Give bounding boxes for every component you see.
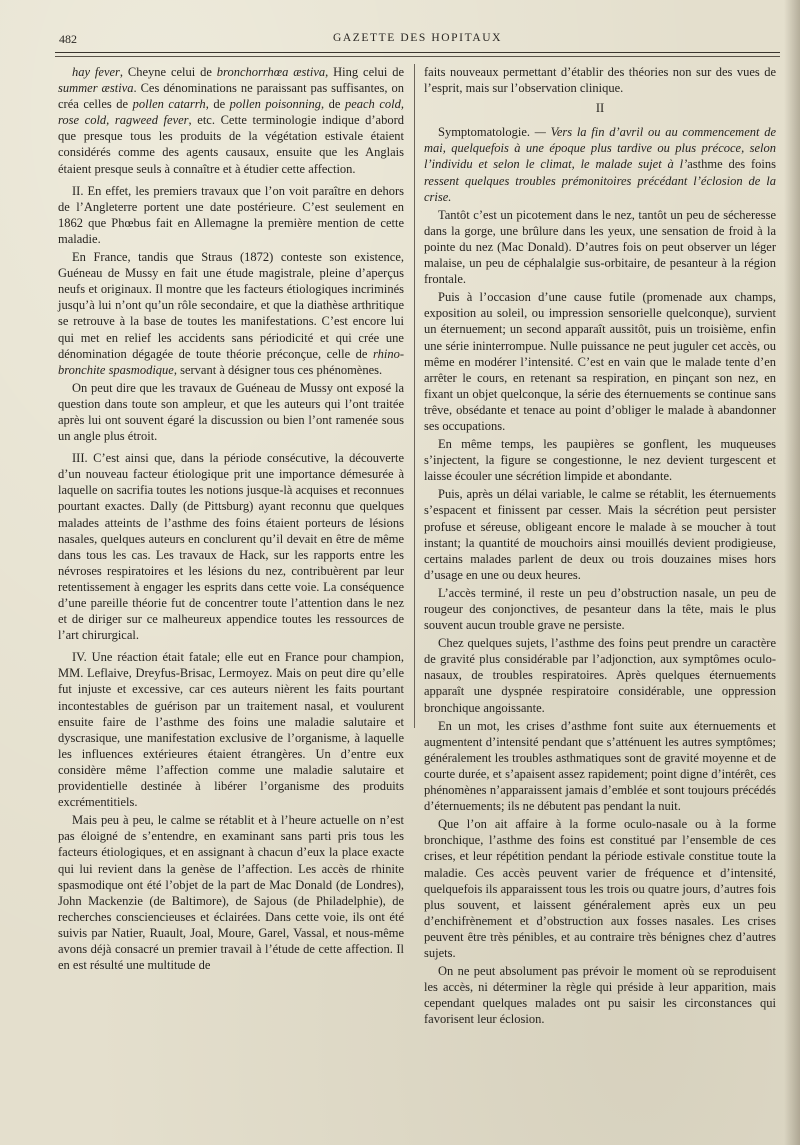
right-paragraph: [424, 585, 776, 633]
text-run: L’accès terminé, il reste un peu d’obstruction nasale, un peu de rougeur des conjonctives, de pesanteur dans la tête, mais le plus souvent aucun trouble grave ne persiste.: [424, 585, 776, 633]
text-run: On ne peut absolument pas prévoir le moment où se reproduisent les accès, ni déterminer la règle qui préside à leur apparition, mais cependant quelques malades ont pu saisir les circonstances qui favorisent leur éclosion.: [424, 964, 776, 1027]
text-run: , Hing celui de: [325, 65, 404, 79]
text-run: Symptomatologie.: [438, 125, 531, 140]
italic-term: — Vers la fin d’avril ou au commencement de mai, quelquefois à une époque plus tardive ou plus précoce, selon l’individu et selon le climat, le malade sujet à l’: [424, 125, 776, 172]
left-column: [58, 64, 405, 973]
italic-term: bronchorrhœa æstiva: [216, 65, 326, 79]
italic-term: rhino-bronchite spasmodique: [58, 346, 404, 377]
left-paragraph: [58, 450, 404, 643]
italic-term: summer æstiva: [58, 81, 134, 96]
text-run: Tantôt c’est un picotement dans le nez, tantôt un peu de sécheresse dans la gorge, une brûlure dans les yeux, une sensation de froid à la pointe du nez (Mac Donald). D’autres fois on peut observer un léger malaise, un peu de céphalalgie sus-orbitaire, de pesanteur à la région frontale.: [424, 207, 776, 287]
right-paragraph: [424, 436, 776, 484]
text-run: En même temps, les paupières se gonflent, les muqueuses s’injectent, la figure se congestionne, le nez devient turgescent et laisse écouler une sécrétion limpide et abondante.: [424, 437, 776, 484]
left-paragraph: [58, 649, 404, 810]
text-run: II. En effet, les premiers travaux que l’on voit paraître en dehors de l’Angleterre portent une date postérieure. C’est seulement en 1862 que Phœbus fait en Allemagne la première mention de cette maladie.: [58, 183, 404, 246]
italic-term: peach cold, rose cold, ragweed fever: [58, 97, 404, 128]
right-paragraph: [424, 207, 776, 287]
text-run: Puis à l’occasion d’une cause futile (promenade aux champs, exposition au soleil, ou impression sensorielle quelconque), survient un éternuement; un second apparaît aussitôt, puis un troisième, enfin une série ininterrompue. Nulle puissance ne peut juguler cet accès, ou même en modérer l’intensité. C’est en vain que le malade tente d’en arrêter le cours, en retenant sa respiration, en pinçant son nez, en fixant un objet quelconque, la série des éternuements se continue sans trêve, obsédante et tenace au point d’obliger le malade à abandonner ses occupations.: [424, 290, 776, 433]
text-run: Puis, après un délai variable, le calme se rétablit, les éternuements s’espacent et finissent par cesser. Mais la sécrétion peut persister profuse et séreuse, obligeant encore le malade à se moucher à tout instant; la quantité de mouchoirs ainsi mouillés devient prodigieuse, certains malades parlent de deux ou trois douzaines mises hors d’usage en une ou deux heures.: [424, 487, 776, 582]
text-run: Mais peu à peu, le calme se rétablit et à l’heure actuelle on n’est pas éloigné de s’entendre, en examinant sans parti pris tous les facteurs étiologiques, et en assignant à chacun d’eux la place exacte qui lui revient dans la genèse de l’affection. Les accès de rhinite spasmodique ont été l’objet de la part de Mac Donald (de Londres), John Mackenzie (de Baltimore), de Sajous (de Philadelphie), de recherches consciencieuses et éclairées. Dans cette voie, ils ont été suivis par Natier, Ruault, Joal, Moure, Garel, Vassal, et nous-même avons déjà consacré un premier travail à l’étude de cette affection. Il en est résulté une multitude de: [58, 813, 404, 973]
right-paragraph: [424, 718, 776, 815]
text-run: , de: [205, 97, 230, 112]
left-paragraph: [58, 64, 404, 177]
right-paragraph: [424, 635, 776, 715]
page-edge-shadow: [784, 0, 800, 1145]
right-paragraph: [424, 64, 776, 96]
left-paragraph: [58, 249, 404, 378]
text-run: , de: [320, 97, 345, 112]
text-run: Que l’on ait affaire à la forme oculo-nasale ou à la forme bronchique, l’asthme des foins est constitué par l’ensemble de ces crises, et leur répétition pendant la période estivale constitue toute la maladie. Ces accès peuvent varier de fréquence et d’intensité, quelquefois ils apparaissent tous les trois ou quatre jours, d’autres fois plus souvent, et laissent généralement après eux un peu d’enchifrènement et d’obstruction aux fosses nasales. Les crises peuvent être très pénibles, et au contraire très bénignes chez d’autres sujets.: [424, 817, 776, 960]
right-paragraph: [424, 816, 776, 961]
right-paragraph: [424, 963, 776, 1027]
header-rule-thin: [55, 56, 780, 57]
italic-term: pollen poisonning: [229, 97, 321, 112]
text-run: , servant à désigner tous ces phénomènes.: [173, 362, 383, 377]
right-paragraph: [424, 289, 776, 434]
right-column: [424, 64, 776, 1027]
text-run: En un mot, les crises d’asthme font suite aux éternuements et augmentent d’intensité pendant que s’atténuent les autres symptômes; généralement les troubles asthmatiques sont de gravité moyenne et de courte durée, et s’apaisent assez rapidement; point digne d’intérêt, ces phénomènes n’apparaissent jamais d’emblée et sont toujours précédés d’éternuements; ils ne débutent pas pendant la nuit.: [424, 718, 776, 814]
left-paragraph: [58, 183, 404, 247]
page-number: 482: [59, 32, 77, 46]
text-run: asthme des foins: [687, 157, 776, 172]
text-run: II: [595, 101, 605, 116]
right-paragraph: [424, 124, 776, 204]
text-run: III. C’est ainsi que, dans la période consécutive, la découverte d’un nouveau facteur étiologique prit une importance démesurée à laquelle on sacrifia toutes les notions jusque-là acquises et reconnues pourtant exactes. Dally (de Pittsburg) ayant reconnu que quelques malades atteints de l’asthme des foins étaient porteurs de lésions nasales, quelques auteurs en conclurent qu’il devait en être de même dans tous les cas. Les travaux de Hack, sur les rapports entre les névroses respiratoires et les lésions du nez, contribuèrent par leur retentissement à engager les esprits dans cette voie. La conséquence d’une pareille théorie fut de concentrer toute l’attention dans le nez et de diriger sur ce malheureux appendice toutes les ressources de l’art chirurgical.: [58, 451, 404, 643]
italic-term: pollen catarrh: [132, 97, 206, 112]
italic-term: ressent quelques troubles prémonitoires précédant l’éclosion de la crise.: [424, 173, 776, 204]
text-run: Chez quelques sujets, l’asthme des foins peut prendre un caractère de gravité plus considérable par l’adjonction, aux symptômes oculo-nasaux, de troubles respiratoires. Après quelques éternuements apparaît une dyspnée respiratoire considérable, une oppression bronchique angoissante.: [424, 636, 776, 715]
italic-term: hay fever: [72, 65, 120, 79]
running-header: [55, 30, 780, 50]
journal-title: GAZETTE DES HOPITAUX: [332, 32, 503, 44]
text-run: . Ces dénominations ne paraissant pas suffisantes, on créa celles de: [58, 81, 405, 112]
text-run: On peut dire que les travaux de Guéneau de Mussy ont exposé la question dans toute son ampleur, et que les auteurs qui l’ont traitée après lui ont souvent égaré la discussion ou bien l’ont ramenée sous un angle plus étroit.: [58, 380, 404, 444]
header-rule-thick: [55, 52, 780, 53]
text-run: faits nouveaux permettant d’établir des théories non sur des vues de l’esprit, mais sur l’observation clinique.: [424, 65, 776, 96]
text-run: En France, tandis que Straus (1872) conteste son existence, Guéneau de Mussy en fait une étude magistrale, pleine d’aperçus neufs et originaux. Il montre que les facteurs étiologiques incriminés jusqu’à lui n’ont qu’un rôle secondaire, et que la diathèse arthritique se retrouve à la base de toutes les manifestations. C’est encore lui qui met en relief les accidents sans périodicité et qui crée une dénomination dégagée de toute théorie préconçue, celle de: [58, 250, 404, 361]
right-paragraph: [424, 486, 776, 583]
left-paragraph: [58, 380, 404, 444]
text-run: IV. Une réaction était fatale; elle eut en France pour champion, MM. Leflaive, Dreyfus-Brisac, Lermoyez. Mais on peut dire qu’elle fut injuste et excessive, car ces auteurs nièrent les faits pourtant incontestables de guérison par un traitement nasal, et voulurent ensuite faire de l’asthme des foins une maladie salutaire et dyscrasique, une manifestation exclusive de l’organisme, à laquelle les influences extérieures étaient étrangères. Un d’entre eux considère même l’affection comme une maladie salutaire et providentielle destinée à libérer l’organisme des produits excrémentitiels.: [58, 650, 404, 810]
column-divider: [414, 64, 415, 728]
left-paragraph: [58, 812, 404, 973]
text-run: , etc. Cette terminologie indique d’abord que presque tous les produits de la végétation estivale étaient considérés comme des agents causaux, ensuite que les Anglais étaient presque seuls à connaître et à étudier cette affection.: [58, 113, 404, 176]
right-paragraph: [424, 100, 776, 116]
text-run: , Cheyne celui de: [119, 65, 217, 79]
